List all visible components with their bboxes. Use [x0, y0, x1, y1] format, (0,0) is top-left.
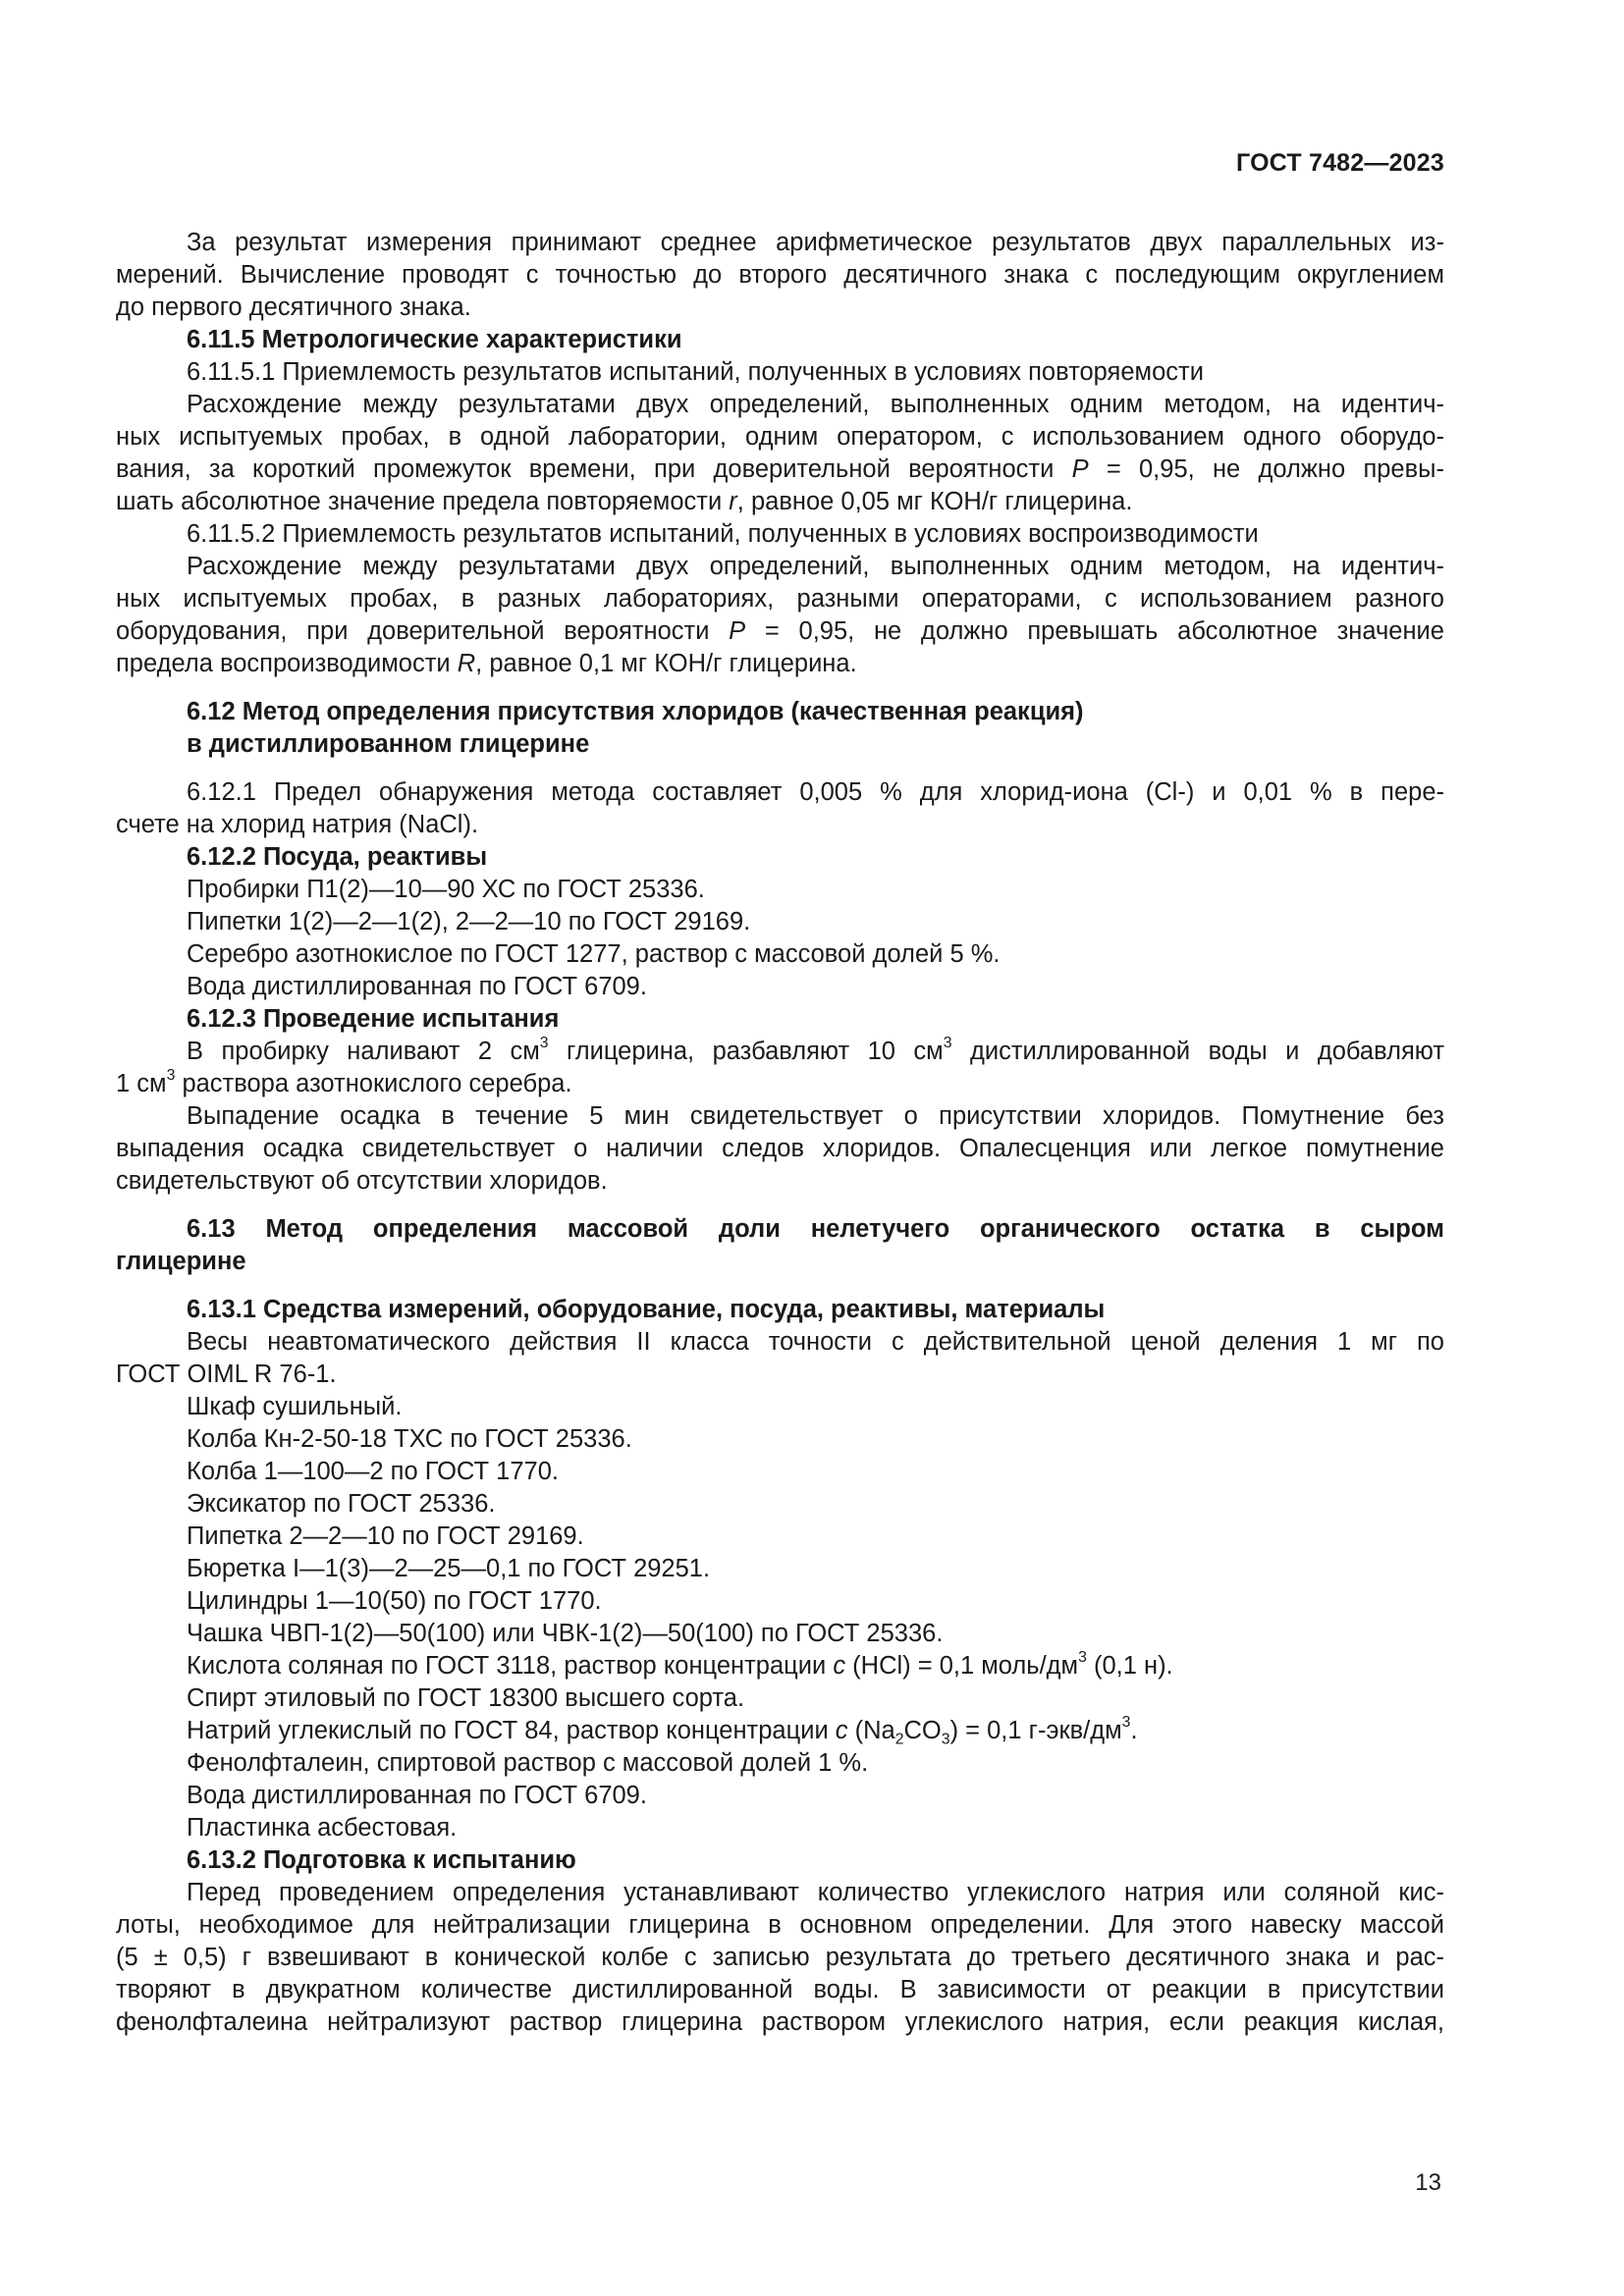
- list-item: Пипетки 1(2)—2—1(2), 2—2—10 по ГОСТ 29169.: [187, 908, 751, 935]
- list-item: Эксикатор по ГОСТ 25336.: [187, 1490, 496, 1518]
- text-line: мерений. Вычисление проводят с точностью до второго десятичного знака с последующим округлением: [116, 261, 1444, 289]
- text-line: Расхождение между результатами двух определений, выполненных одним методом, на идентич-: [187, 553, 1444, 580]
- subsection-heading-6-13-2: 6.13.2 Подготовка к испытанию: [187, 1846, 576, 1874]
- list-item: Фенолфталеин, спиртовой раствор с массовой долей 1 %.: [187, 1749, 869, 1777]
- text-line: выпадения осадка свидетельствует о наличии следов хлоридов. Опалесценция или легкое помутнение: [116, 1135, 1444, 1162]
- text-line: ГОСТ OIML R 76-1.: [116, 1361, 337, 1388]
- list-item: Кислота соляная по ГОСТ 3118, раствор концентрации с (HCl) = 0,1 моль/$дм^3$ (0,1 н).: [187, 1649, 1173, 1680]
- text-line: 6.12.1 Предел обнаружения метода составляет 0,005 % для хлорид-иона (Cl-) и 0,01 % в пере-: [187, 778, 1444, 806]
- text-line: шать абсолютное значение предела повторяемости r, равное 0,05 мг КОН/г глицерина.: [116, 488, 1133, 515]
- text-line: В пробирку наливают 2 $см^3$ глицерина, разбавляют 10 $см^3$ дистиллированной воды и добавляют: [187, 1035, 1445, 1065]
- list-item: Спирт этиловый по ГОСТ 18300 высшего сорта.: [187, 1684, 745, 1712]
- list-item: Колба Кн-2-50-18 ТХС по ГОСТ 25336.: [187, 1425, 632, 1453]
- subsection-heading-6-11-5-1: 6.11.5.1 Приемлемость результатов испытаний, полученных в условиях повторяемости: [187, 358, 1204, 386]
- subsection-heading-6-12-2: 6.12.2 Посуда, реактивы: [187, 843, 488, 871]
- text-line: фенолфталеина нейтрализуют раствор глицерина раствором углекислого натрия, если реакция кислая,: [116, 2008, 1444, 2036]
- text-line: За результат измерения принимают среднее арифметическое результатов двух параллельных из-: [187, 229, 1444, 256]
- subsection-heading-6-13-1: 6.13.1 Средства измерений, оборудование, посуда, реактивы, материалы: [187, 1296, 1106, 1323]
- list-item: Шкаф сушильный.: [187, 1393, 403, 1420]
- list-item: Вода дистиллированная по ГОСТ 6709.: [187, 973, 647, 1000]
- text-line: творяют в двукратном количестве дистиллированной воды. В зависимости от реакции в присутствии: [116, 1976, 1444, 2003]
- text-line: 1 $см^3$ раствора азотнокислого серебра.: [116, 1067, 572, 1097]
- document-body: [116, 227, 1444, 2039]
- text-line: Выпадение осадка в течение 5 мин свидетельствует о присутствии хлоридов. Помутнение без: [187, 1102, 1444, 1130]
- text-line: Расхождение между результатами двух определений, выполненных одним методом, на идентич-: [187, 391, 1444, 418]
- text-line: ных испытуемых пробах, в разных лабораториях, разными операторами, с использованием разного: [116, 585, 1444, 613]
- text-line: вания, за короткий промежуток времени, при доверительной вероятности P = 0,95, не должно превы-: [116, 455, 1444, 483]
- text-line: ных испытуемых пробах, в одной лаборатории, одним оператором, с использованием одного оборудо-: [116, 423, 1444, 451]
- list-item: Натрий углекислый по ГОСТ 84, раствор концентрации с $(Na_2CO_3) = 0,1$ $г-экв/дм^3$.: [187, 1714, 1138, 1748]
- list-item: Цилиндры 1—10(50) по ГОСТ 1770.: [187, 1587, 602, 1615]
- text-line: свидетельствуют об отсутствии хлоридов.: [116, 1167, 608, 1195]
- text-line: счете на хлорид натрия (NaCl).: [116, 811, 479, 838]
- text-line: предела воспроизводимости R, равное 0,1 мг КОН/г глицерина.: [116, 650, 857, 677]
- list-item: Чашка ЧВП-1(2)—50(100) или ЧВК-1(2)—50(100) по ГОСТ 25336.: [187, 1620, 944, 1647]
- list-item: Серебро азотнокислое по ГОСТ 1277, раствор с массовой долей 5 %.: [187, 940, 1001, 968]
- text-line: (5 ± 0,5) г взвешивают в конической колбе с записью результата до третьего десятичного знака и рас-: [116, 1944, 1444, 1971]
- page-number: 13: [1415, 2169, 1441, 2196]
- section-heading-6-13-cont: глицерине: [116, 1248, 246, 1275]
- list-item: Пробирки П1(2)—10—90 ХС по ГОСТ 25336.: [187, 876, 705, 903]
- section-heading-6-12-cont: в дистиллированном глицерине: [187, 730, 590, 758]
- text-line: до первого десятичного знака.: [116, 294, 471, 321]
- list-item: Вода дистиллированная по ГОСТ 6709.: [187, 1782, 647, 1809]
- list-item: Пипетка 2—2—10 по ГОСТ 29169.: [187, 1522, 584, 1550]
- text-line: лоты, необходимое для нейтрализации глицерина в основном определении. Для этого навеску массой: [116, 1911, 1444, 1939]
- section-heading-6-13: 6.13 Метод определения массовой доли нелетучего органического остатка в сыром: [187, 1215, 1444, 1243]
- document-header: ГОСТ 7482—2023: [1236, 149, 1444, 177]
- subsection-heading-6-12-3: 6.12.3 Проведение испытания: [187, 1005, 560, 1033]
- list-item: Колба 1—100—2 по ГОСТ 1770.: [187, 1458, 559, 1485]
- text-line: оборудования, при доверительной вероятности P = 0,95, не должно превышать абсолютное значение: [116, 617, 1444, 645]
- list-item: Пластинка асбестовая.: [187, 1814, 458, 1842]
- list-item: Бюретка I—1(3)—2—25—0,1 по ГОСТ 29251.: [187, 1555, 711, 1582]
- section-heading-6-11-5: 6.11.5 Метрологические характеристики: [187, 326, 682, 353]
- subsection-heading-6-11-5-2: 6.11.5.2 Приемлемость результатов испытаний, полученных в условиях воспроизводимости: [187, 520, 1259, 548]
- text-line: Перед проведением определения устанавливают количество углекислого натрия или соляной кис-: [187, 1879, 1444, 1906]
- text-line: Весы неавтоматического действия II класса точности с действительной ценой деления 1 мг по: [187, 1328, 1444, 1356]
- section-heading-6-12: 6.12 Метод определения присутствия хлоридов (качественная реакция): [187, 698, 1084, 725]
